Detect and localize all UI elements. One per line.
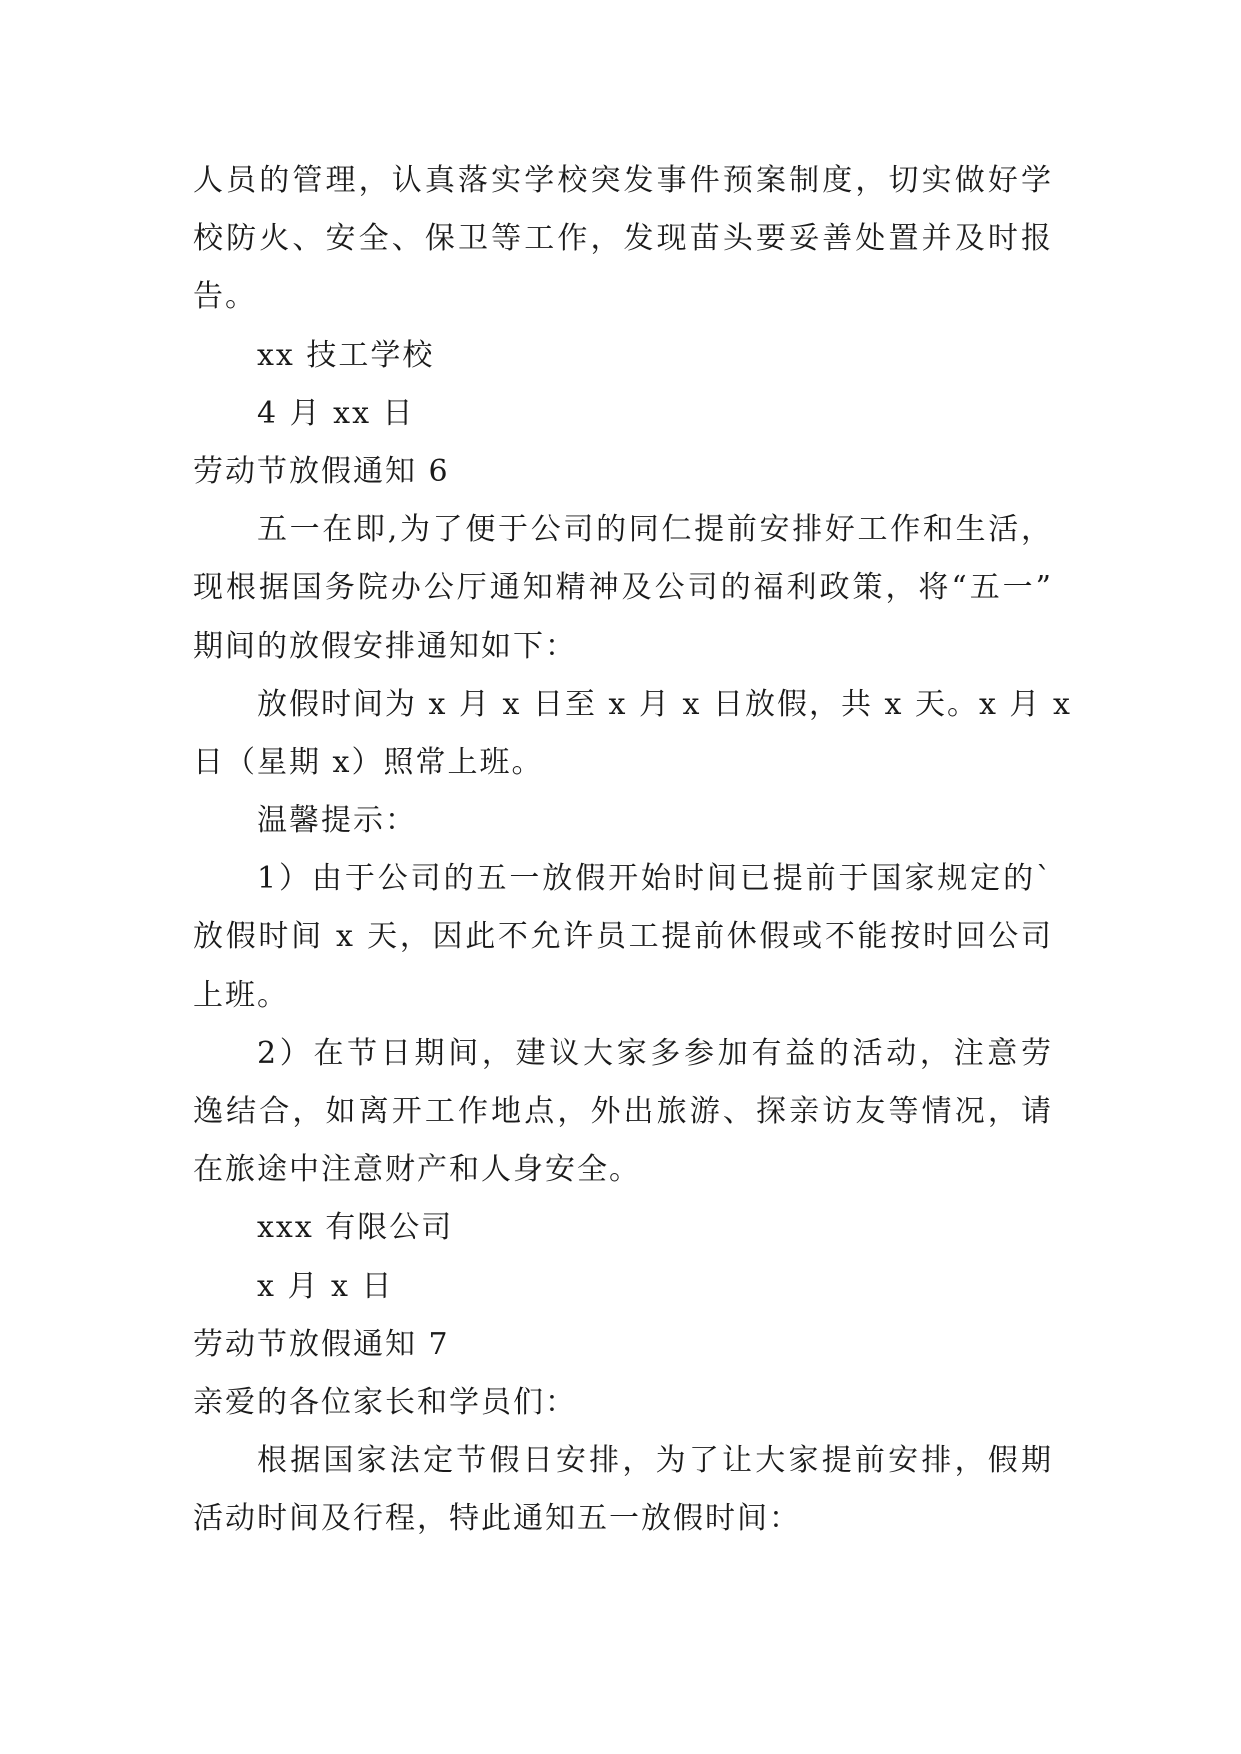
- text-line: 逸结合，如离开工作地点，外出旅游、探亲访友等情况，请: [193, 1094, 1053, 1129]
- text-line: 2）在节日期间，建议大家多参加有益的活动，注意劳: [257, 1035, 1053, 1071]
- text-line: 告。: [193, 279, 257, 315]
- text-line: 校防火、安全、保卫等工作，发现苗头要妥善处置并及时报: [193, 221, 1053, 257]
- document-body: [193, 152, 1072, 1549]
- section-heading: 劳动节放假通知 6: [193, 453, 450, 489]
- text-line: 期间的放假安排通知如下：: [193, 628, 577, 664]
- text-line: 根据国家法定节假日安排，为了让大家提前安排，假期: [257, 1443, 1053, 1479]
- section-heading: 劳动节放假通知 7: [193, 1326, 450, 1362]
- text-line: 1）由于公司的五一放假开始时间已提前于国家规定的`: [257, 861, 1053, 897]
- text-line: 人员的管理，认真落实学校突发事件预案制度，切实做好学: [193, 163, 1053, 198]
- text-line: 放假时间 x 天，因此不允许员工提前休假或不能按时回公司: [193, 919, 1053, 955]
- text-line: 上班。: [193, 977, 289, 1013]
- signature-date: x 月 x 日: [257, 1268, 394, 1304]
- signature-school: xx 技工学校: [257, 337, 435, 373]
- text-line: 五一在即,为了便于公司的同仁提前安排好工作和生活，: [257, 512, 1053, 548]
- signature-date: 4 月 xx 日: [257, 395, 415, 431]
- text-line: 现根据国务院办公厅通知精神及公司的福利政策，将“五一”: [193, 570, 1053, 606]
- signature-company: xxx 有限公司: [257, 1210, 454, 1246]
- text-line: 在旅途中注意财产和人身安全。: [193, 1152, 641, 1188]
- text-line: 日（星期 x）照常上班。: [193, 744, 544, 780]
- text-line: 放假时间为 x 月 x 日至 x 月 x 日放假，共 x 天。x 月 x: [257, 686, 1072, 722]
- text-line: 活动时间及行程，特此通知五一放假时间：: [193, 1501, 801, 1537]
- text-line: 温馨提示：: [257, 803, 417, 839]
- salutation: 亲爱的各位家长和学员们：: [193, 1384, 577, 1420]
